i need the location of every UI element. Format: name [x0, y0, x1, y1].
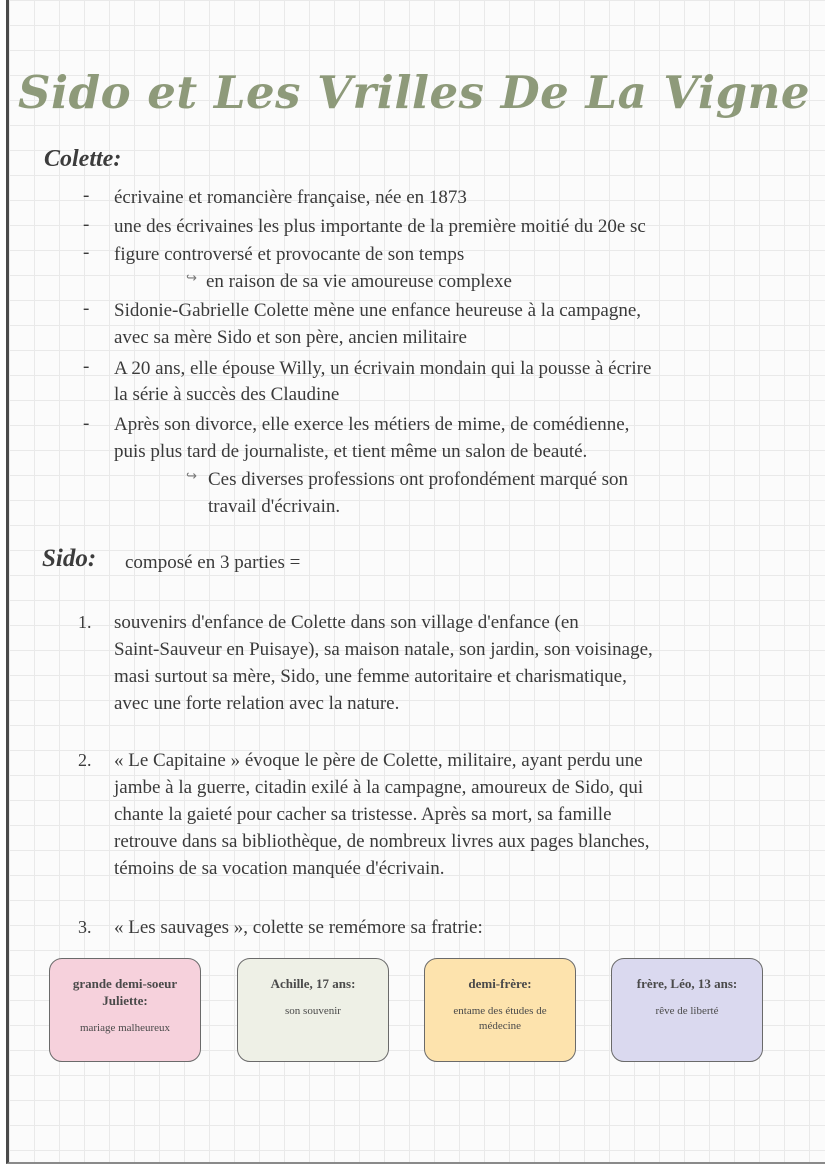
bullet-dash: -: [83, 242, 90, 263]
colette-line: une des écrivaines les plus importante de la première moitié du 20e sc: [114, 216, 646, 237]
sibling-title: grande demi-soeur Juliette:: [72, 976, 178, 1008]
part-line: « Les sauvages », colette se remémore sa fratrie:: [114, 917, 483, 938]
colette-subline: Ces diverses professions ont profondément marqué son: [208, 469, 629, 490]
bullet-dash: -: [83, 356, 90, 377]
sibling-title: demi-frère:: [468, 976, 532, 991]
sibling-note: son souvenir: [285, 1005, 341, 1017]
colette-line: puis plus tard de journaliste, et tient même un salon de beauté.: [114, 441, 588, 462]
colette-line: écrivaine et romancière française, née en 1873: [114, 187, 467, 208]
part-line: jambe à la guerre, citadin exilé à la campagne, amoureux de Sido, qui: [114, 777, 644, 798]
sido-heading: Sido:: [42, 545, 97, 572]
part-line: retrouve dans sa bibliothèque, de nombreux livres aux pages blanches,: [114, 831, 650, 852]
colette-line: A 20 ans, elle épouse Willy, un écrivain mondain qui la pousse à écrire: [114, 358, 652, 379]
sibling-note: mariage malheureux: [79, 1022, 171, 1034]
colette-line: Après son divorce, elle exerce les métiers de mime, de comédienne,: [114, 414, 630, 435]
bullet-dash: -: [83, 185, 90, 206]
part-3-text: [114, 914, 779, 941]
colette-line: avec sa mère Sido et son père, ancien militaire: [114, 327, 467, 348]
part-line: témoins de sa vocation manquée d'écrivain.: [114, 858, 445, 879]
sibling-title: Achille, 17 ans:: [270, 976, 356, 991]
colette-line: la série à succès des Claudine: [114, 384, 340, 405]
sibling-card-achille: [237, 958, 389, 1062]
part-line: avec une forte relation avec la nature.: [114, 693, 400, 714]
sibling-title: frère, Léo, 13 ans:: [636, 976, 738, 991]
colette-line: Sidonie-Gabrielle Colette mène une enfance heureuse à la campagne,: [114, 300, 642, 321]
bullet-dash: -: [83, 413, 90, 434]
sibling-card-demi-frere: [424, 958, 576, 1062]
part-number: 2.: [78, 750, 92, 770]
sibling-card-juliette: [49, 958, 201, 1062]
sido-subtitle: composé en 3 parties =: [125, 552, 301, 573]
colette-subline: en raison de sa vie amoureuse complexe: [206, 271, 512, 292]
page-title: Sido et Les Vrilles De La Vigne: [18, 66, 810, 119]
colette-heading: Colette:: [44, 146, 122, 172]
part-line: chante la gaieté pour cacher sa tristesse. Après sa mort, sa famille: [114, 804, 612, 825]
part-1-text: [114, 609, 779, 717]
colette-line: figure controversé et provocante de son temps: [114, 244, 465, 265]
arrow-icon: ↪: [186, 469, 197, 484]
sibling-note: rêve de liberté: [655, 1005, 719, 1017]
arrow-icon: ↪: [186, 271, 197, 286]
part-2-text: [114, 747, 779, 882]
part-line: « Le Capitaine » évoque le père de Colette, militaire, ayant perdu une: [114, 750, 643, 771]
part-line: masi surtout sa mère, Sido, une femme autoritaire et charismatique,: [114, 666, 627, 687]
colette-subline: travail d'écrivain.: [208, 496, 341, 517]
sibling-card-leo: [611, 958, 763, 1062]
part-line: souvenirs d'enfance de Colette dans son village d'enfance (en: [114, 612, 579, 633]
part-line: Saint-Sauveur en Puisaye), sa maison natale, son jardin, son voisinage,: [114, 639, 653, 660]
part-number: 3.: [78, 917, 92, 937]
sibling-note: entame des études de médecine: [453, 1005, 547, 1032]
part-number: 1.: [78, 612, 92, 632]
bullet-dash: -: [83, 214, 90, 235]
bullet-dash: -: [83, 298, 90, 319]
